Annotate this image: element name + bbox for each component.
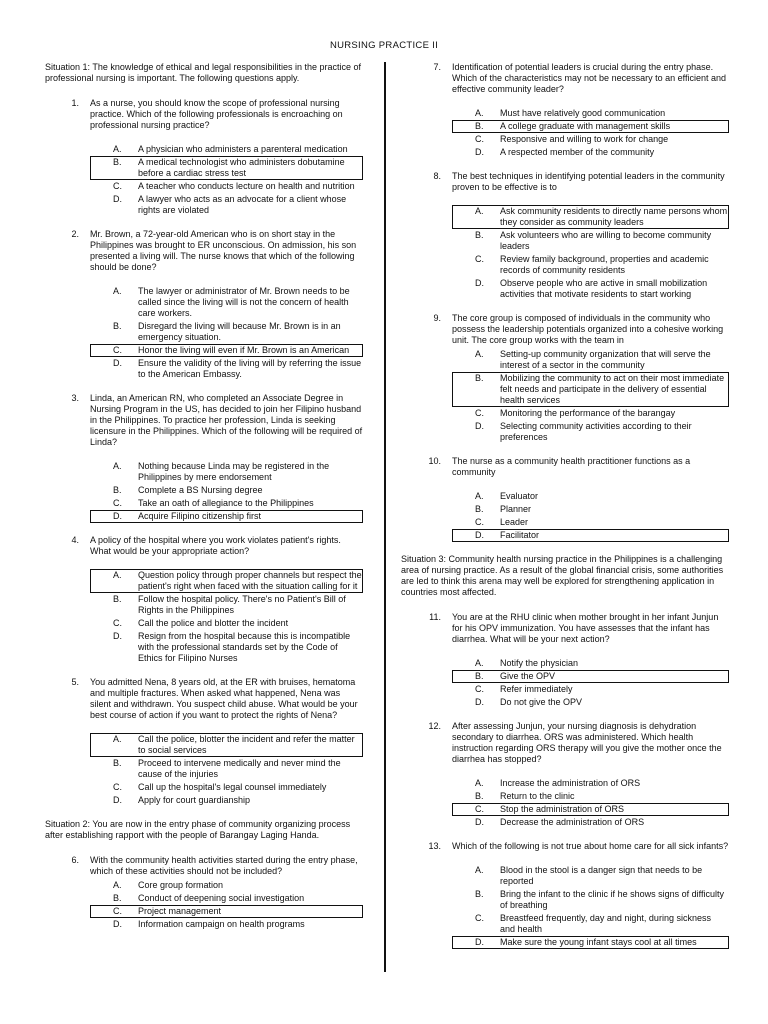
- option-c: C. A teacher who conducts lecture on health and nutrition: [113, 181, 355, 191]
- option-b-selected: B. A college graduate with management skills: [452, 120, 729, 133]
- options-q4: [90, 569, 363, 665]
- question-number: 3.: [71, 393, 79, 403]
- option-d: D. Information campaign on health programs: [113, 919, 305, 929]
- option-c: C. Refer immediately: [475, 684, 573, 694]
- option-c: C. Monitoring the performance of the barangay: [475, 408, 676, 418]
- options-q10: [452, 490, 729, 542]
- option-a-selected: A. Question policy through proper channels but respect the patient's right when faced with the situation calling for it: [90, 569, 363, 593]
- option-d: D. Do not give the OPV: [475, 697, 583, 707]
- question-7: [407, 62, 729, 95]
- question-text: With the community health activities started during the entry phase, which of these activities should not be included?: [90, 855, 358, 876]
- question-number: 4.: [71, 535, 79, 545]
- question-number: 6.: [71, 855, 79, 865]
- question-5: [45, 677, 363, 721]
- question-number: 9.: [433, 313, 441, 323]
- question-12: [407, 721, 729, 765]
- question-1: [45, 98, 363, 131]
- question-text: Linda, an American RN, who completed an Associate Degree in Nursing Program in the US, has decided to join her Filipino husband in the Philippines. To practice her profession, Linda is seeking licensure in the Philippines. Which of the following will be required of Linda?: [90, 393, 363, 447]
- question-text: You are at the RHU clinic when mother brought in her infant Junjun for his OPV immunization. You have assesses that the infant has diarrhea. What will be your next action?: [452, 612, 719, 644]
- options-q3: [90, 460, 363, 523]
- option-a: A. Increase the administration of ORS: [475, 778, 641, 788]
- option-b: B. Ask volunteers who are willing to become community leaders: [475, 230, 712, 251]
- question-8: [407, 171, 729, 193]
- options-q1: [90, 143, 363, 217]
- options-q6: [90, 879, 363, 931]
- column-divider: [384, 62, 386, 972]
- question-10: [407, 456, 729, 478]
- option-a: A. Core group formation: [113, 880, 224, 890]
- question-number: 10.: [428, 456, 441, 466]
- option-a: A. Evaluator: [475, 491, 539, 501]
- question-text: After assessing Junjun, your nursing diagnosis is dehydration secondary to diarrhea. ORS was administered. Which health instruction regarding ORS therapy will you give the mother once the diarrhea has stopped?: [452, 721, 722, 764]
- option-b: B. Planner: [475, 504, 532, 514]
- option-c-selected: C. Honor the living will even if Mr. Brown is an American: [90, 344, 363, 357]
- options-q7: [452, 107, 729, 159]
- options-q11: [452, 657, 729, 709]
- option-d-selected: D. Make sure the young infant stays cool at all times: [452, 936, 729, 949]
- option-b-selected: B. Give the OPV: [452, 670, 729, 683]
- option-a: A. Nothing because Linda may be registered in the Philippines by mere endorsement: [113, 461, 330, 482]
- page-title: NURSING PRACTICE II: [329, 40, 439, 51]
- question-2: [45, 229, 363, 273]
- question-9: [407, 313, 729, 346]
- option-c-selected: C. Stop the administration of ORS: [452, 803, 729, 816]
- options-q5: [90, 733, 363, 807]
- question-number: 13.: [428, 841, 441, 851]
- question-number: 5.: [71, 677, 79, 687]
- option-b: B. Complete a BS Nursing degree: [113, 485, 263, 495]
- question-text: The nurse as a community health practitioner functions as a community: [452, 456, 691, 477]
- option-b: B. Conduct of deepening social investigation: [113, 893, 305, 903]
- question-4: [45, 535, 363, 557]
- option-a: A. Setting-up community organization that will serve the interest of a sector in the community: [475, 349, 711, 370]
- options-q13: [452, 864, 729, 949]
- option-a: A. A physician who administers a parenteral medication: [113, 144, 348, 154]
- question-number: 2.: [71, 229, 79, 239]
- situation-1: Situation 1: The knowledge of ethical and legal responsibilities in the practice of professional nursing is important. The following questions apply.: [45, 62, 362, 83]
- option-a-selected: A. Ask community residents to directly name persons whom they consider as community leaders: [452, 205, 729, 229]
- left-column: [45, 62, 363, 943]
- question-text: Identification of potential leaders is crucial during the entry phase. Which of the characteristics may not be necessary to an efficient and effective community leader?: [452, 62, 726, 94]
- option-a-selected: A. Call the police, blotter the incident and refer the matter to social services: [90, 733, 363, 757]
- options-q9: [452, 348, 729, 444]
- option-c: C. Responsive and willing to work for change: [475, 134, 669, 144]
- situation-2: Situation 2: You are now in the entry phase of community organizing process after establishing rapport with the people of Barangay Laging Handa.: [45, 819, 351, 840]
- option-d: D. Resign from the hospital because this is incompatible with the professional standards set by the Code of Ethics for Filipino Nurses: [113, 631, 351, 663]
- option-a: A. The lawyer or administrator of Mr. Brown needs to be called since the living will is not the concern of health care workers.: [113, 286, 350, 318]
- question-text: You admitted Nena, 8 years old, at the ER with bruises, hematoma and multiple fractures. When asked what happened, Nena was silent and withdrawn. You suspect child abuse. What would be your best course of action if you want to protect the rights of Nena?: [90, 677, 358, 720]
- option-c: C. Call up the hospital's legal counsel immediately: [113, 782, 327, 792]
- question-11: [407, 612, 729, 645]
- option-d: D. Decrease the administration of ORS: [475, 817, 645, 827]
- options-q2: [90, 285, 363, 381]
- option-a: A. Notify the physician: [475, 658, 579, 668]
- option-c: C. Call the police and blotter the incident: [113, 618, 289, 628]
- option-b-selected: B. Mobilizing the community to act on their most immediate felt needs and participate in the delivery of essential health services: [452, 372, 729, 407]
- question-3: [45, 393, 363, 448]
- option-a: A. Must have relatively good communication: [475, 108, 666, 118]
- question-text: Which of the following is not true about home care for all sick infants?: [452, 841, 729, 851]
- right-column: [401, 62, 729, 961]
- question-text: The best techniques in identifying potential leaders in the community proven to be effective is to: [452, 171, 725, 192]
- question-number: 11.: [429, 612, 441, 622]
- question-6: [45, 855, 363, 877]
- option-b: B. Bring the infant to the clinic if he shows signs of difficulty of breathing: [475, 889, 724, 910]
- option-d: D. Observe people who are active in small mobilization activities that motivate residents to start working: [475, 278, 708, 299]
- option-c: C. Review family background, properties and academic records of community residents: [475, 254, 709, 275]
- option-b: B. Disregard the living will because Mr. Brown is in an emergency situation.: [113, 321, 341, 342]
- option-d-selected: D. Acquire Filipino citizenship first: [90, 510, 363, 523]
- option-b-selected: B. A medical technologist who administers dobutamine before a cardiac stress test: [90, 156, 363, 180]
- question-number: 8.: [433, 171, 441, 181]
- option-d: D. Apply for court guardianship: [113, 795, 251, 805]
- question-text: Mr. Brown, a 72-year-old American who is on short stay in the Philippines was brought to ER unconscious. On admission, his son presented a living will. The nurse knows that which of the following should be done?: [90, 229, 357, 272]
- question-text: The core group is composed of individuals in the community who possess the leadership potentials organized into a cohesive working unit. The core group works with the team in: [452, 313, 724, 345]
- question-number: 12.: [428, 721, 441, 731]
- option-d-selected: D. Facilitator: [452, 529, 729, 542]
- option-b: B. Return to the clinic: [475, 791, 575, 801]
- question-number: 1.: [71, 98, 79, 108]
- option-a: A. Blood in the stool is a danger sign that needs to be reported: [475, 865, 703, 886]
- option-d: D. A respected member of the community: [475, 147, 655, 157]
- options-q12: [452, 777, 729, 829]
- situation-3: Situation 3: Community health nursing practice in the Philippines is a challenging area of nursing practice. As a result of the global financial crisis, some authorities are led to think this arena may well be explored for strengthening application in countries most affected.: [401, 554, 724, 597]
- question-13: [407, 841, 729, 852]
- option-d: D. Ensure the validity of the living will by referring the issue to the American Embassy.: [113, 358, 362, 379]
- option-b: B. Proceed to intervene medically and never mind the cause of the injuries: [113, 758, 341, 779]
- question-text: A policy of the hospital where you work violates patient's rights. What would be your appropriate action?: [90, 535, 341, 556]
- question-text: As a nurse, you should know the scope of professional nursing practice. Which of the following professionals is encroaching on professional nursing practice?: [90, 98, 343, 130]
- question-number: 7.: [433, 62, 441, 72]
- option-c-selected: C. Project management: [90, 905, 363, 918]
- option-c: C. Leader: [475, 517, 529, 527]
- option-c: C. Breastfeed frequently, day and night, during sickness and health: [475, 913, 711, 934]
- option-d: D. A lawyer who acts as an advocate for a client whose rights are violated: [113, 194, 347, 215]
- option-d: D. Selecting community activities according to their preferences: [475, 421, 692, 442]
- option-b: B. Follow the hospital policy. There's no Patient's Bill of Rights in the Philippines: [113, 594, 346, 615]
- option-c: C. Take an oath of allegiance to the Philippines: [113, 498, 314, 508]
- options-q8: [452, 205, 729, 301]
